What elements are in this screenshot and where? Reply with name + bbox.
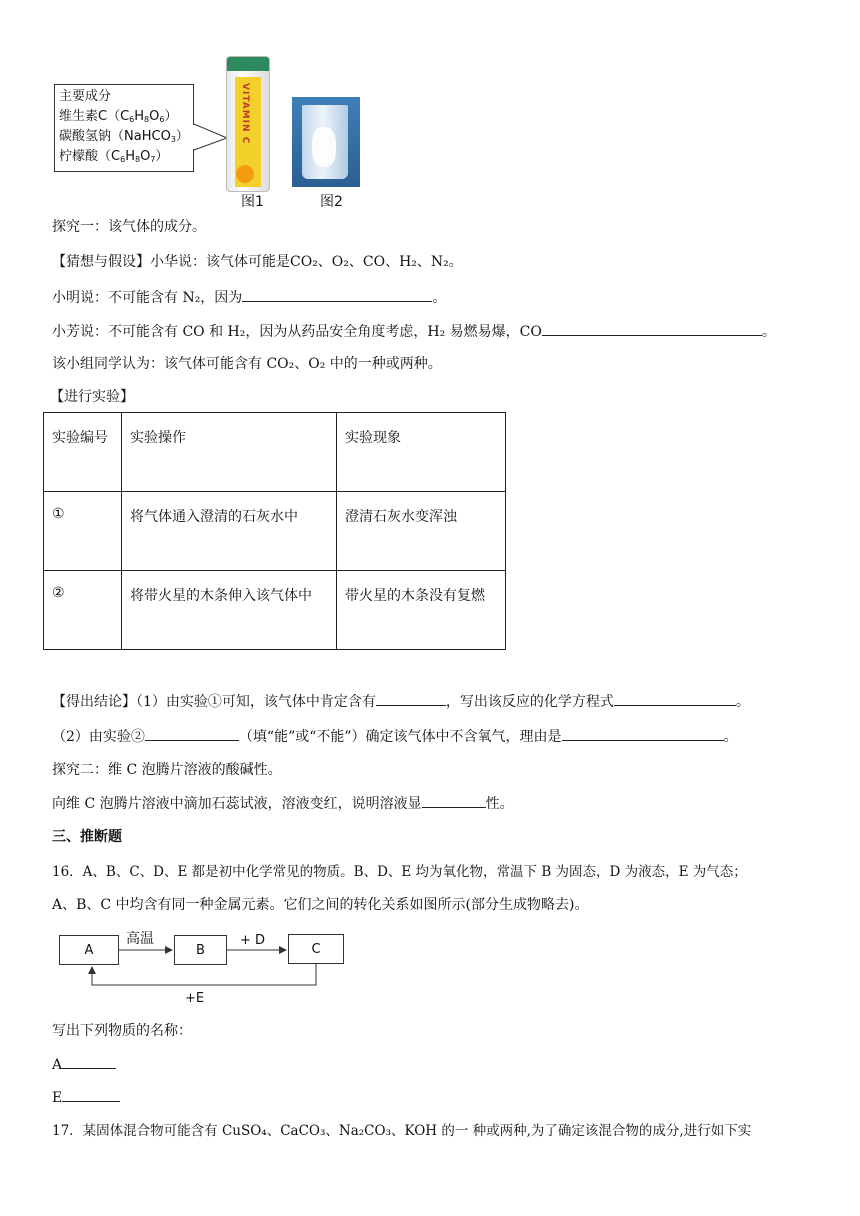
question-16-ask: 写出下列物质的名称： bbox=[52, 1023, 192, 1039]
conclusion-two-line: （2）由实验② （填“能”或“不能”）确定该气体中不含氧气，理由是 。 bbox=[52, 726, 738, 747]
edge-ca-label: +E bbox=[185, 991, 205, 1006]
header-cell: 实验编号 bbox=[44, 413, 122, 492]
header-cell: 实验现象 bbox=[337, 413, 506, 492]
table-cell: 将气体通入澄清的石灰水中 bbox=[122, 492, 337, 571]
question-16-line-2: A、B、C 中均含有同一种金属元素。它们之间的转化关系如图所示(部分生成物略去)。 bbox=[52, 897, 589, 913]
group-opinion-line: 该小组同学认为：该气体可能含有 CO₂、O₂ 中的一种或两种。 bbox=[52, 356, 442, 372]
answer-a-line: A bbox=[52, 1054, 116, 1075]
answer-blank[interactable] bbox=[62, 1054, 116, 1069]
node-a: A bbox=[59, 935, 119, 965]
answer-e-line: E bbox=[52, 1087, 120, 1108]
table-cell: 澄清石灰水变浑浊 bbox=[337, 492, 506, 571]
figure-1-caption: 图1 bbox=[241, 194, 264, 210]
hypothesis-line: 【猜想与假设】小华说：该气体可能是CO₂、O₂、CO、H₂、N₂。 bbox=[52, 254, 463, 270]
conclusion-one-line: 【得出结论】（1）由实验①可知，该气体中肯定含有 ，写出该反应的化学方程式 。 bbox=[52, 691, 750, 712]
answer-blank[interactable] bbox=[62, 1087, 120, 1102]
question-16-line-1: 16．A、B、C、D、E 都是初中化学常见的物质。B、D、E 均为氧化物，常温下 B 为固态，D 为液态，E 为气态； bbox=[52, 864, 747, 880]
edge-ab-label: 高温 bbox=[126, 931, 154, 947]
section-three-heading: 三、推断题 bbox=[52, 829, 122, 845]
probe-two-heading: 探究二：维 C 泡腾片溶液的酸碱性。 bbox=[52, 762, 282, 778]
vitamin-c-tube-image: VITAMIN C bbox=[226, 56, 270, 192]
xiaoming-line: 小明说：不可能含有 N₂，因为 。 bbox=[52, 287, 446, 308]
node-b: B bbox=[174, 935, 227, 965]
node-c: C bbox=[288, 934, 344, 964]
experiment-heading: 【进行实验】 bbox=[50, 389, 134, 405]
litmus-line: 向维 C 泡腾片溶液中滴加石蕊试液，溶液变红，说明溶液显 性。 bbox=[52, 793, 514, 814]
table-cell: ② bbox=[44, 571, 122, 650]
table-cell: 带火星的木条没有复燃 bbox=[337, 571, 506, 650]
table-cell: 将带火星的木条伸入该气体中 bbox=[122, 571, 337, 650]
probe-one-heading: 探究一：该气体的成分。 bbox=[52, 219, 206, 235]
header-cell: 实验操作 bbox=[122, 413, 337, 492]
edge-bc-label: + D bbox=[240, 933, 266, 948]
xiaofang-line: 小芳说：不可能含有 CO 和 H₂，因为从药品安全角度考虑，H₂ 易燃易爆，CO 。 bbox=[52, 321, 776, 342]
callout-title: 主要成分 bbox=[59, 89, 112, 104]
figure-2-caption: 图2 bbox=[320, 194, 343, 210]
callout-nahco3: 碳酸氢钠（NaHCO$_3$） bbox=[59, 129, 189, 144]
table-cell: ① bbox=[44, 492, 122, 571]
callout-vitamin-c: 维生素$C(C_6H_8O_6)$ bbox=[59, 109, 178, 124]
question-17-line-1: 17．某固体混合物可能含有 CuSO₄、CaCO₃、Na₂CO₃、KOH 的一 种或两种,为了确定该混合物的成分,进行如下实 bbox=[52, 1123, 752, 1139]
callout-citric-acid: 柠檬酸$(C_6H_8O_7)$ bbox=[59, 149, 169, 164]
